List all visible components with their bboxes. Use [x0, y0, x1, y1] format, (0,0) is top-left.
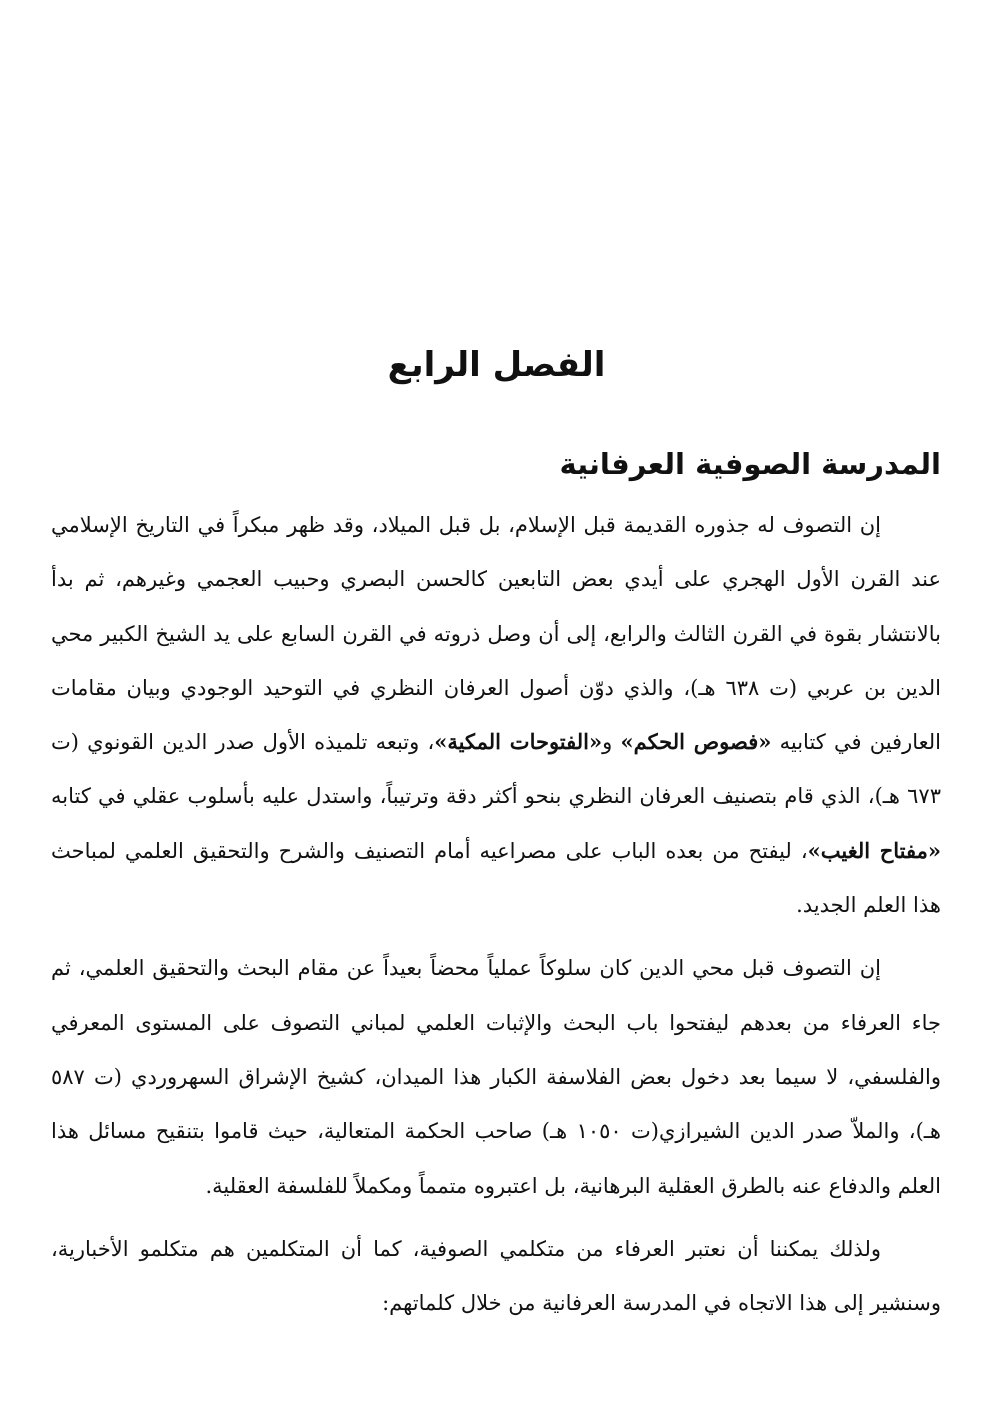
paragraph-2: إن التصوف قبل محي الدين كان سلوكاً عملياً محضاً بعيداً عن مقام البحث والتحقيق العلمي، ثم جاء العرفاء من بعدهم ليفتحوا باب البحث والإثبات العلمي لمباني التصوف على المستوى المعرفي والفلسفي، لا سيما بعد دخول بعض الفلاسفة الكبار هذا الميدان، كشيخ الإشراق السهروردي (ت ٥٨٧ هـ)، والملاّ صدر الدين الشيرازي(ت ١٠٥٠ هـ) صاحب الحكمة المتعالية، حيث قاموا بتنقيح مسائل هذا العلم والدفاع عنه بالطرق العقلية البرهانية، بل اعتبروه متمماً ومكملاً للفلسفة العقلية.	[51, 956, 942, 1198]
book-title-futuhat: «الفتوحات المكية»	[434, 729, 603, 755]
section-title: المدرسة الصوفية العرفانية	[559, 447, 941, 481]
paragraph-1-text-continued: ، وتبعه تلميذه الأول صدر الدين القونوي (ت ٦٧٣ هـ)، الذي قام بتصنيف العرفان النظري بنحو أكثر دقة وترتيباً، واستدل عليه بأسلوب عقلي في كتابه	[51, 730, 941, 809]
paragraph-1-text: إن التصوف له جذوره القديمة قبل الإسلام، بل قبل الميلاد، وقد ظهر مبكراً في التاريخ الإسلامي عند القرن الأول الهجري على أيدي بعض التابعين كالحسن البصري وحبيب العجمي وغيرهم، ثم بدأ بالانتشار بقوة في القرن الثالث والرابع، إلى أن وصل ذروته في القرن السابع على يد الشيخ الكبير محي الدين بن عربي (ت ٦٣٨ هـ)، والذي دوّن أصول العرفان النظري في التوحيد الوجودي وبيان مقامات العارفين في كتابيه	[51, 513, 942, 755]
paragraph-1-text-end: ، ليفتح من بعده الباب على مصراعيه أمام التصنيف والشرح والتحقيق العلمي لمباحث هذا العلم الجديد.	[51, 838, 941, 918]
book-title-miftah: «مفتاح الغيب»	[807, 837, 942, 863]
paragraph-1-text-joiner: و	[602, 730, 621, 755]
paragraph-3: ولذلك يمكننا أن نعتبر العرفاء من متكلمي الصوفية، كما أن المتكلمين هم متكلمو الأخبارية، وسنشير إلى هذا الاتجاه في المدرسة العرفانية من خلال كلماتهم:	[51, 1236, 941, 1316]
paragraph-1	[51, 498, 941, 932]
book-title-fusus: «فصوص الحكم»	[620, 729, 772, 755]
body-text	[51, 498, 941, 1330]
chapter-title: الفصل الرابع	[387, 345, 606, 385]
